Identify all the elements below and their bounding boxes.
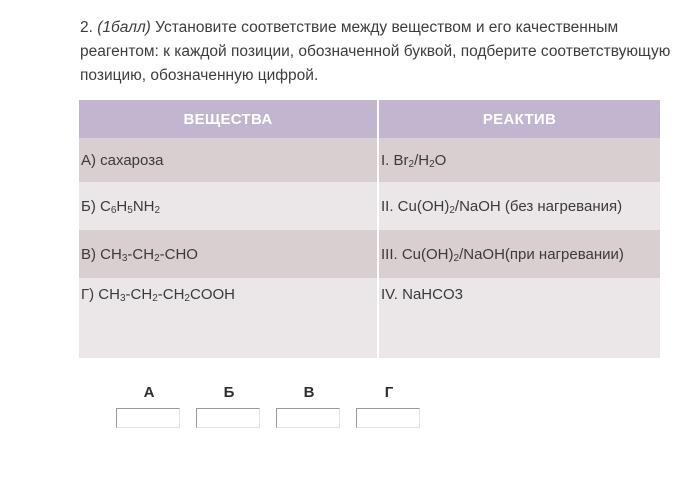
answer-input-b[interactable] (196, 408, 260, 428)
answer-input-d[interactable] (356, 408, 420, 428)
reagent-cell: IV. NaHCO3 (378, 278, 660, 358)
answer-input-a[interactable] (116, 408, 180, 428)
question-points: (1балл) (97, 19, 151, 36)
question-text (80, 16, 680, 88)
substance-cell: А) сахароза (79, 138, 378, 182)
table-row (79, 182, 660, 230)
answer-label-a: А (143, 384, 155, 401)
answer-input-c[interactable] (276, 408, 340, 428)
table-row (79, 278, 660, 358)
reagent-cell: II. $Cu(OH)_2$/NaOH (без нагревания) (378, 182, 660, 230)
substance-cell: В) $CH_3-CH_2$-CHO (79, 230, 378, 278)
reagent-cell: III. $Cu(OH)_2/NaOH(при$ нагревании) (378, 230, 660, 278)
substance-cell: Б) $C_6H_5NH_2$ (79, 182, 378, 230)
answer-b (196, 384, 262, 428)
table-header-row (79, 100, 660, 138)
question-body: Установите соответствие между веществом и его качественным реагентом: к каждой позиции, обозначенной буквой, подберите соответствующую позицию, обозначенную цифрой. (80, 19, 671, 84)
answer-label-b: Б (223, 384, 235, 401)
header-substances: ВЕЩЕСТВА (79, 100, 378, 138)
question-number: 2. (80, 19, 93, 36)
matching-table (79, 100, 660, 358)
answer-label-d: Г (384, 384, 394, 401)
reagent-cell: I. $Br_2/H_2O$ (378, 138, 660, 182)
substance-cell: Г) $CH_3-CH_2-CH_2COOH$ (79, 278, 378, 358)
answer-d (356, 384, 422, 428)
header-reagent: РЕАКТИВ (378, 100, 660, 138)
table-row (79, 230, 660, 278)
answer-a (116, 384, 182, 428)
answer-label-c: В (303, 384, 315, 401)
table-row (79, 138, 660, 182)
answer-c (276, 384, 342, 428)
